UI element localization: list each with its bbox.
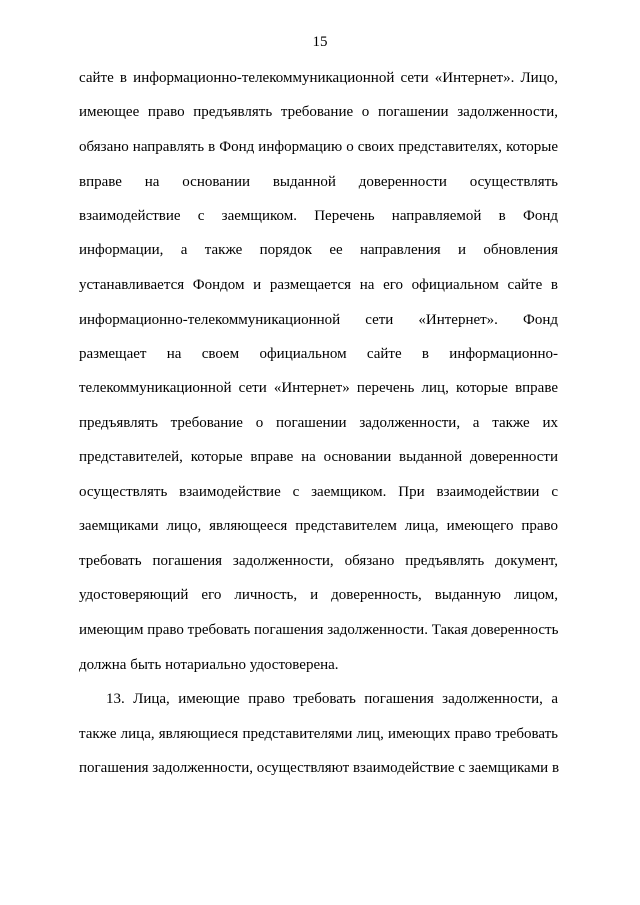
text-line: погашения задолженности, осуществляют взаимодействие с заемщиками в [79, 760, 560, 776]
text-line: представителей, которые вправе на основании выданной доверенности [79, 449, 558, 465]
text-line: взаимодействие с заемщиком. Перечень направляемой в Фонд [79, 208, 558, 224]
page-number: 15 [312, 34, 328, 50]
text-line: осуществлять взаимодействие с заемщиком. При взаимодействии с [79, 484, 558, 500]
text-line: 13. Лица, имеющие право требовать погашения задолженности, а [106, 691, 558, 707]
text-line: сайте в информационно-телекоммуникационной сети «Интернет». Лицо, [79, 70, 558, 86]
text-line: информационно-телекоммуникационной сети «Интернет». Фонд [79, 312, 558, 328]
text-line: вправе на основании выданной доверенности осуществлять [79, 174, 558, 190]
text-line: должна быть нотариально удостоверена. [79, 657, 339, 673]
text-line: телекоммуникационной сети «Интернет» перечень лиц, которые вправе [79, 380, 558, 396]
text-line: имеющим право требовать погашения задолженности. Такая доверенность [79, 622, 559, 638]
text-line: устанавливается Фондом и размещается на его официальном сайте в [79, 277, 558, 293]
text-line: заемщиками лицо, являющееся представителем лица, имеющего право [79, 518, 558, 534]
text-line: требовать погашения задолженности, обязано предъявлять документ, [79, 553, 558, 569]
text-line: размещает на своем официальном сайте в информационно- [79, 346, 558, 362]
text-line: имеющее право предъявлять требование о погашении задолженности, [79, 104, 558, 120]
text-line: предъявлять требование о погашении задолженности, а также их [79, 415, 558, 431]
text-line: информации, а также порядок ее направления и обновления [79, 242, 558, 258]
text-line: также лица, являющиеся представителями лиц, имеющих право требовать [79, 726, 558, 742]
text-line: удостоверяющий его личность, и доверенность, выданную лицом, [79, 587, 558, 603]
text-line: обязано направлять в Фонд информацию о своих представителях, которые [79, 139, 558, 155]
